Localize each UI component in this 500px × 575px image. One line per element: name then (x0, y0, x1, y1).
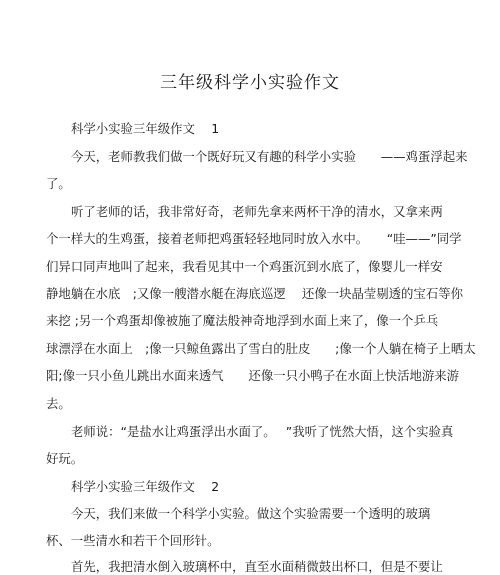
paragraph-line: 杯、一些清水和若干个回形针。 (46, 533, 220, 548)
paragraph-line: 球漂浮在水面上 ;像一只鲸鱼露出了雪白的肚皮 ;像一个人躺在椅子上晒太 (46, 341, 476, 356)
section-heading-1: 科学小实验三年级作文 1 (71, 121, 220, 136)
section-heading-2: 科学小实验三年级作文 2 (71, 479, 220, 494)
paragraph-line: 阳;像一只小鱼儿跳出水面来透气 还像一只小鸭子在水面上快活地游来游 (46, 368, 460, 383)
paragraph-line: 老师说：“是盐水让鸡蛋浮出水面了。 ”我听了恍然大悟，这个实验真 (71, 424, 454, 439)
paragraph-line: 听了老师的话，我非常好奇，老师先拿来两杯干净的清水，又拿来两 (71, 204, 443, 219)
paragraph-line: 个一样大的生鸡蛋，接着老师把鸡蛋轻轻地同时放入水中。 “哇——”同学 (46, 231, 462, 246)
paragraph-line: 去。 (46, 396, 71, 411)
paragraph-line: 今天，老师教我们做一个既好玩又有趣的科学小实验 ——鸡蛋浮起来 (71, 149, 468, 164)
paragraph-line: 静地躺在水底 ;又像一艘潜水艇在海底巡逻 还像一块晶莹剔透的宝石等你 (46, 286, 464, 301)
paragraph-line: 们异口同声地叫了起来，我看见其中一个鸡蛋沉到水底了，像婴儿一样安 (46, 259, 443, 274)
paragraph-line: 了。 (46, 176, 71, 191)
paragraph-line: 今天，我们来做一个科学小实验。做这个实验需要一个透明的玻璃 (71, 506, 431, 521)
paragraph-line: 来挖 ;另一个鸡蛋却像被施了魔法般神奇地浮到水面上来了，像一个乒乓 (46, 313, 439, 328)
paragraph-line: 首先，我把清水倒入玻璃杯中，直至水面稍微鼓出杯口，但是不要让 (71, 559, 443, 574)
paragraph-line: 好玩。 (46, 451, 84, 466)
document-title: 三年级科学小实验作文 (160, 73, 340, 93)
